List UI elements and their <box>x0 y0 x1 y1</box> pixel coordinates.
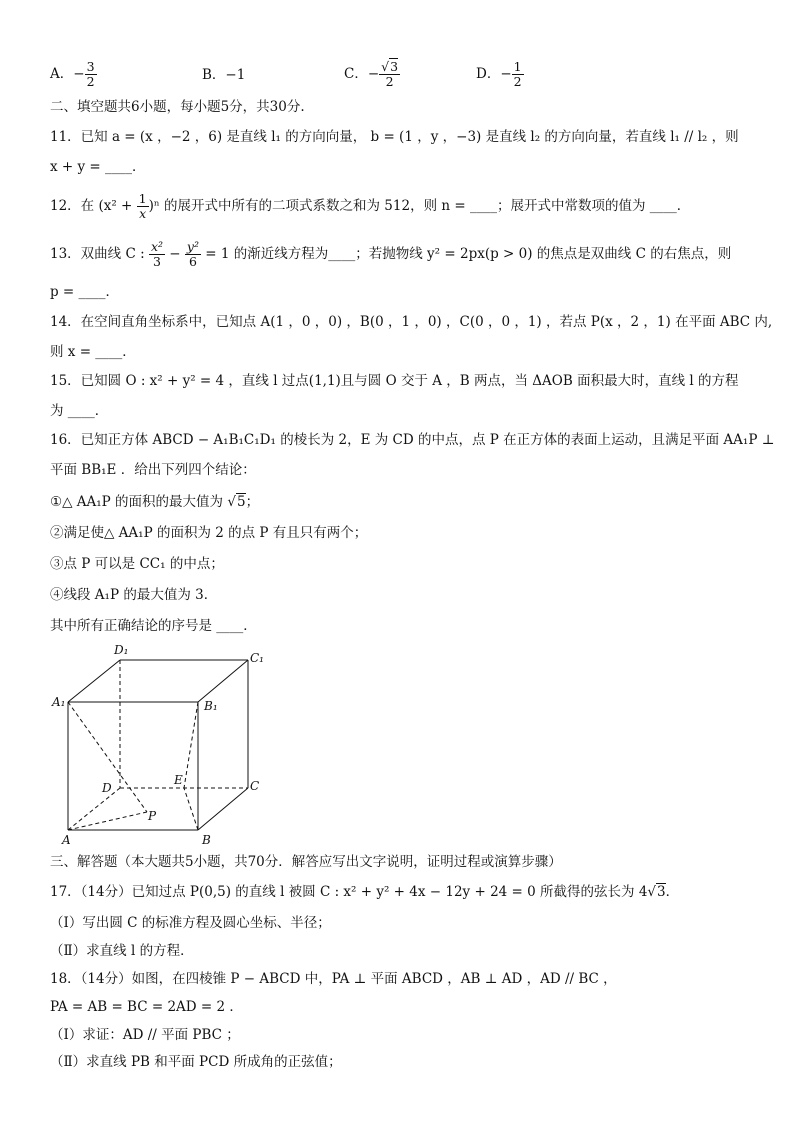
q16-ask: 其中所有正确结论的序号是 ____． <box>50 618 257 634</box>
q16-conclusion-1: ①△ AA₁P 的面积的最大值为 √5； <box>50 494 260 510</box>
q12 <box>50 192 690 221</box>
q13-line1 <box>50 240 731 269</box>
q16-conclusion-2: ②满足使△ AA₁P 的面积为 2 的点 P 有且只有两个； <box>50 525 368 541</box>
q18-part1: （Ⅰ）求证：AD // 平面 PBC ； <box>50 1027 240 1043</box>
q17-part1: （Ⅰ）写出圆 C 的标准方程及圆心坐标、半径； <box>50 915 331 931</box>
label-c1: C₁ <box>250 651 264 665</box>
q13-pre: 13．双曲线 C : <box>50 246 149 262</box>
q13-post: = 1 的渐近线方程为____；若抛物线 y² = 2px(p > 0) 的焦点是双曲线 C 的右焦点，则 <box>200 246 732 262</box>
choice-c-sign: − <box>367 66 380 82</box>
q11-line2: x + y = ____． <box>50 159 146 175</box>
choice-a-sign: − <box>73 66 85 82</box>
choice-c-fraction: $\frac{√3}{2}$ <box>381 59 399 89</box>
q18-part2: （Ⅱ）求直线 PB 和平面 PCD 所成角的正弦值； <box>50 1054 342 1070</box>
q16-line1: 16．已知正方体 ABCD − A₁B₁C₁D₁ 的棱长为 2，E 为 CD 的中点，点 P 在正方体的表面上运动，且满足平面 AA₁P ⊥ <box>50 432 775 448</box>
label-p: P <box>148 809 157 823</box>
q17-line1: 17．（14分）已知过点 P(0,5) 的直线 l 被圆 C : x² + y² + 4x − 12y + 24 = 0 所截得的弦长为 4√3． <box>50 884 680 900</box>
q15-line2: 为 ____． <box>50 403 109 419</box>
q14-line2: 则 x = ____． <box>50 344 136 360</box>
q12-pre: 12．在 (x² + <box>50 198 137 214</box>
cube-figure <box>50 640 280 852</box>
choice-c <box>344 60 400 89</box>
choice-a-fraction: $\frac{3}{2}$ <box>86 59 95 89</box>
edge-ad-hidden <box>68 788 120 830</box>
edge-bc <box>198 788 248 830</box>
q14-line1: 14．在空间直角坐标系中，已知点 A(1 ，0 ，0) ，B(0 ，1 ，0) ，C(0 ，0 ，1) ，若点 P(x ，2 ，1) 在平面 ABC 内, <box>50 314 773 330</box>
q16-line2: 平面 BB₁E ．给出下列四个结论： <box>50 462 256 478</box>
q17-part2: （Ⅱ）求直线 l 的方程． <box>50 943 194 959</box>
segment-b1e <box>184 702 198 788</box>
segment-be <box>184 788 198 830</box>
choice-a-label: A． <box>50 66 74 82</box>
label-b1: B₁ <box>204 699 218 713</box>
section2-header: 二、填空题共6小题，每小题5分，共30分. <box>50 99 305 115</box>
q11-line1: 11．已知 a = (x ，−2 ，6) 是直线 l₁ 的方向向量， b = (1 ，y ，−3) 是直线 l₂ 的方向向量，若直线 l₁ // l₂ ，则 <box>50 129 739 145</box>
label-b: B <box>202 833 211 847</box>
q12-fraction: $\frac{1}{x}$ <box>138 191 147 221</box>
choice-d-fraction: $\frac{1}{2}$ <box>513 59 522 89</box>
q15-line1: 15．已知圆 O : x² + y² = 4 ，直线 l 过点(1,1)且与圆 O 交于 A ，B 两点，当 ΔAOB 面积最大时，直线 l 的方程 <box>50 373 739 389</box>
q16-conclusion-4: ④线段 A₁P 的最大值为 3． <box>50 587 218 603</box>
edge-b1c1 <box>198 660 248 702</box>
choice-d-sign: − <box>500 66 512 82</box>
q16-conclusion-3: ③点 P 可以是 CC₁ 的中点； <box>50 556 224 572</box>
label-d: D <box>102 781 112 795</box>
segment-a1p <box>68 702 147 812</box>
edge-a1d1 <box>68 660 120 702</box>
q18-line1: 18．（14分）如图，在四棱锥 P − ABCD 中，PA ⊥ 平面 ABCD ，AB ⊥ AD ，AD // BC ， <box>50 971 617 987</box>
choice-a <box>50 60 97 89</box>
label-a: A <box>62 833 71 847</box>
q12-post: )ⁿ 的展开式中所有的二项式系数之和为 512，则 n = ____；展开式中常数项的值为 ____． <box>148 198 691 214</box>
choice-b-value: −1 <box>225 67 246 83</box>
q13-fraction-1: $\frac{\text{x²}}{3}$ <box>150 239 163 269</box>
label-c: C <box>250 779 260 793</box>
choice-c-label: C． <box>344 66 368 82</box>
q13-fraction-2: $\frac{\text{y²}}{6}$ <box>186 239 199 269</box>
label-d1: D₁ <box>114 643 129 657</box>
q13-line2: p = ____． <box>50 284 120 300</box>
section3-header: 三、解答题（本大题共5小题，共70分．解答应写出文字说明，证明过程或演算步骤） <box>50 854 562 870</box>
choice-d-label: D． <box>476 66 501 82</box>
label-a1: A₁ <box>52 695 66 709</box>
choice-b-label: B． <box>202 67 226 83</box>
choice-b <box>202 63 245 83</box>
q13-minus: − <box>165 246 185 262</box>
choice-d <box>476 60 524 89</box>
q18-line2: PA = AB = BC = 2AD = 2 ． <box>50 999 243 1015</box>
label-e: E <box>174 773 183 787</box>
